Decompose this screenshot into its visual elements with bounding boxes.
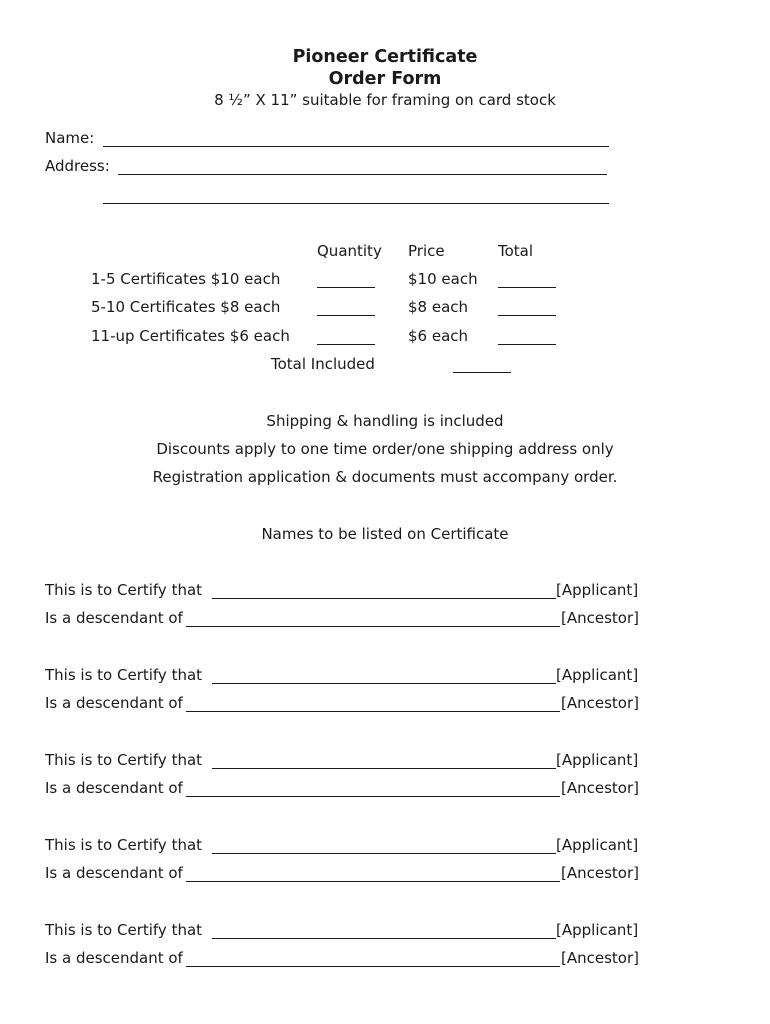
row-total-blank[interactable] [498, 287, 556, 288]
pricing-row-label: 1-5 Certificates $10 each [91, 270, 281, 288]
ancestor-name-field[interactable] [186, 966, 560, 967]
registration-note: Registration application & documents must accompany order. [152, 468, 618, 486]
quantity-column-header: Quantity [317, 242, 382, 260]
certify-label: This is to Certify that [45, 666, 203, 684]
ancestor-tag: [Ancestor] [561, 864, 639, 882]
ancestor-tag: [Ancestor] [561, 609, 639, 627]
certify-label: This is to Certify that [45, 581, 203, 599]
descendant-label: Is a descendant of [45, 694, 183, 712]
ancestor-name-field[interactable] [186, 626, 560, 627]
descendant-label: Is a descendant of [45, 779, 183, 797]
ancestor-name-field[interactable] [186, 796, 560, 797]
name-label: Name: [45, 129, 95, 147]
pricing-row-price: $8 each [408, 298, 469, 316]
applicant-name-field[interactable] [212, 938, 556, 939]
row-total-blank[interactable] [498, 315, 556, 316]
ancestor-name-field[interactable] [186, 881, 560, 882]
certify-label: This is to Certify that [45, 751, 203, 769]
applicant-name-field[interactable] [212, 598, 556, 599]
quantity-blank[interactable] [317, 287, 375, 288]
row-total-blank[interactable] [498, 344, 556, 345]
address-field-line-2[interactable] [103, 203, 609, 204]
applicant-name-field[interactable] [212, 683, 556, 684]
quantity-blank[interactable] [317, 315, 375, 316]
pricing-row-price: $6 each [408, 327, 469, 345]
descendant-label: Is a descendant of [45, 864, 183, 882]
applicant-name-field[interactable] [212, 853, 556, 854]
quantity-blank[interactable] [317, 344, 375, 345]
certify-label: This is to Certify that [45, 836, 203, 854]
applicant-tag: [Applicant] [556, 921, 639, 939]
descendant-label: Is a descendant of [45, 949, 183, 967]
price-column-header: Price [408, 242, 445, 260]
total-included-label: Total Included [271, 355, 375, 373]
names-section-heading: Names to be listed on Certificate [261, 525, 509, 543]
name-field[interactable] [103, 146, 609, 147]
applicant-tag: [Applicant] [556, 581, 639, 599]
pricing-row-label: 11-up Certificates $6 each [91, 327, 290, 345]
ancestor-tag: [Ancestor] [561, 694, 639, 712]
address-label: Address: [45, 157, 110, 175]
ancestor-name-field[interactable] [186, 711, 560, 712]
total-column-header: Total [498, 242, 534, 260]
applicant-tag: [Applicant] [556, 751, 639, 769]
grand-total-blank[interactable] [453, 372, 511, 373]
shipping-note: Shipping & handling is included [266, 412, 504, 430]
applicant-tag: [Applicant] [556, 836, 639, 854]
certify-label: This is to Certify that [45, 921, 203, 939]
discount-note: Discounts apply to one time order/one shipping address only [156, 440, 614, 458]
applicant-name-field[interactable] [212, 768, 556, 769]
descendant-label: Is a descendant of [45, 609, 183, 627]
address-field-line-1[interactable] [118, 174, 607, 175]
form-title-line-2: Order Form [328, 69, 442, 89]
form-title-line-1: Pioneer Certificate [292, 47, 478, 67]
pricing-row-label: 5-10 Certificates $8 each [91, 298, 281, 316]
ancestor-tag: [Ancestor] [561, 949, 639, 967]
ancestor-tag: [Ancestor] [561, 779, 639, 797]
form-subtitle: 8 ½” X 11” suitable for framing on card stock [214, 91, 556, 109]
pricing-row-price: $10 each [408, 270, 478, 288]
applicant-tag: [Applicant] [556, 666, 639, 684]
